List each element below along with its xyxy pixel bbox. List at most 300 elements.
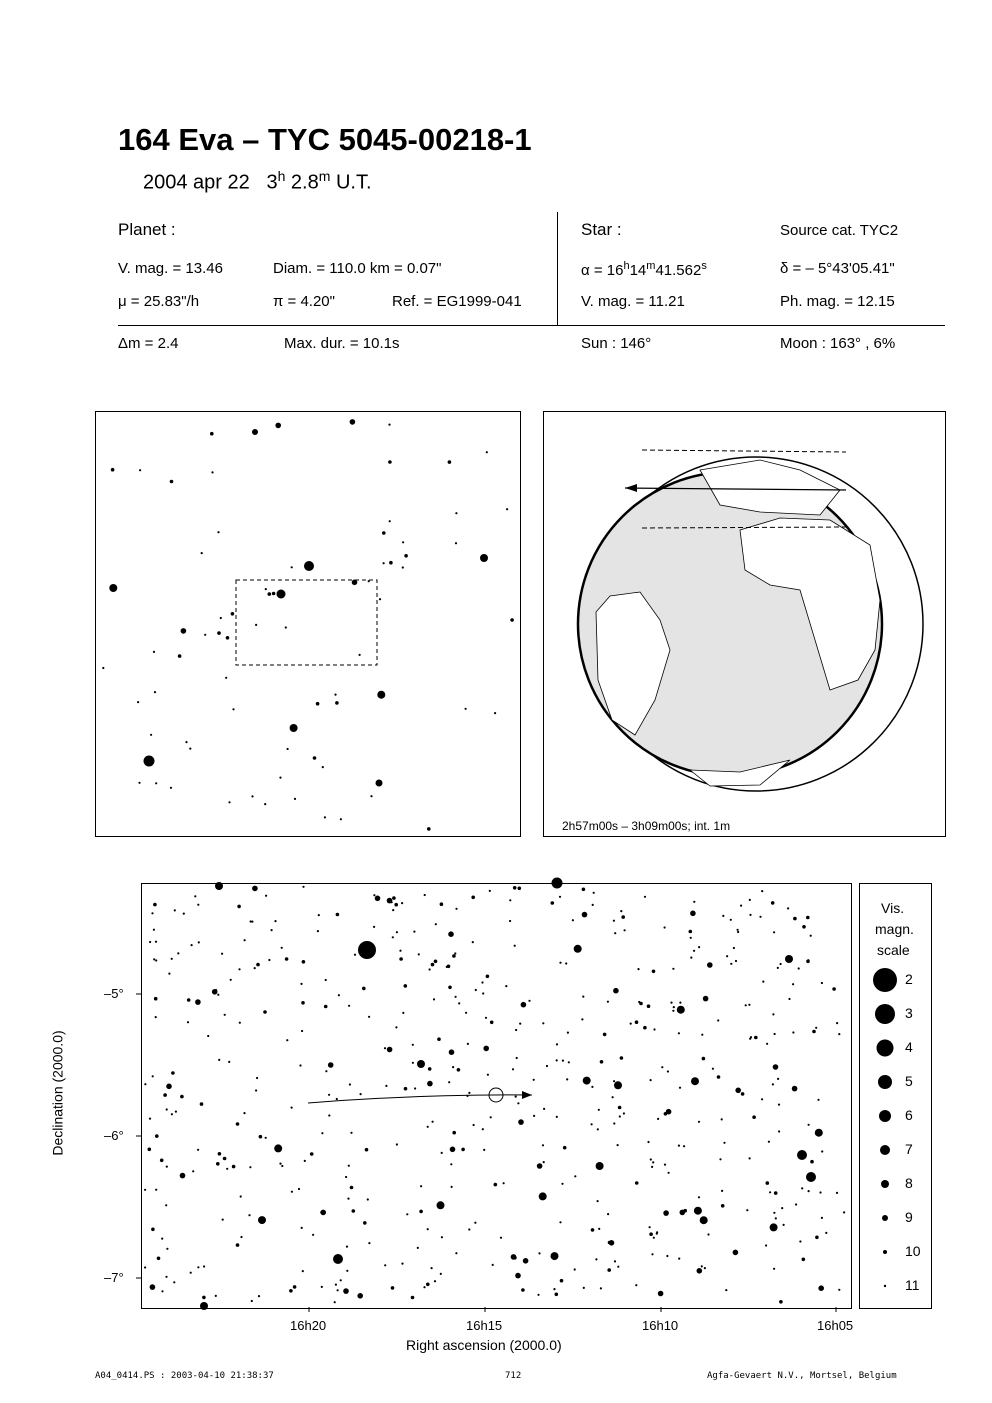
star	[798, 967, 800, 969]
star	[517, 1102, 519, 1104]
axis-ticks	[136, 994, 836, 1312]
star	[821, 1217, 823, 1219]
alpha-m-val: 14	[629, 262, 647, 279]
star	[338, 994, 340, 996]
star	[481, 981, 483, 983]
star	[647, 1004, 651, 1008]
star	[301, 1227, 303, 1229]
star	[191, 944, 193, 946]
star	[426, 1283, 430, 1287]
star	[423, 1286, 425, 1288]
star	[795, 1203, 797, 1205]
star	[518, 1119, 524, 1125]
star	[300, 983, 302, 985]
star	[643, 1026, 647, 1030]
star	[664, 926, 666, 928]
star	[472, 941, 474, 943]
star	[427, 1081, 433, 1087]
star	[178, 654, 182, 658]
star	[505, 985, 507, 987]
moon-elongation: Moon : 163° , 6%	[780, 335, 896, 352]
star	[619, 1115, 621, 1117]
star	[679, 1002, 681, 1004]
star	[448, 986, 452, 990]
star	[420, 1185, 422, 1187]
star	[170, 480, 174, 484]
shadow-limit	[642, 450, 846, 452]
star	[384, 1047, 386, 1049]
star	[651, 1166, 653, 1168]
star	[621, 915, 625, 919]
star	[383, 562, 385, 564]
star	[155, 1016, 157, 1018]
star	[349, 1083, 351, 1085]
star	[163, 1093, 167, 1097]
star	[154, 997, 158, 1001]
star	[772, 1083, 774, 1085]
star	[301, 1001, 305, 1005]
ytick-label: –5°	[104, 986, 124, 1001]
star	[583, 1287, 585, 1289]
star	[555, 1293, 559, 1297]
star	[836, 1022, 838, 1024]
star	[450, 1147, 456, 1153]
star	[600, 1287, 602, 1289]
star	[694, 1207, 702, 1215]
star	[465, 708, 467, 710]
star	[321, 1132, 323, 1134]
star	[365, 1148, 369, 1152]
star	[821, 982, 823, 984]
star	[607, 1213, 609, 1215]
sun-elongation: Sun : 146°	[581, 335, 652, 352]
star	[471, 896, 475, 900]
xtick-label: 16h05	[817, 1318, 854, 1333]
star	[346, 1246, 348, 1248]
bright-star	[376, 780, 383, 787]
star	[413, 931, 415, 933]
star	[537, 1294, 539, 1296]
star	[617, 1144, 619, 1146]
star	[556, 1043, 558, 1045]
star	[825, 1232, 827, 1234]
star	[514, 945, 516, 947]
star	[657, 1118, 659, 1120]
star	[175, 1111, 177, 1113]
star	[537, 1163, 543, 1169]
star	[773, 1268, 775, 1270]
star	[312, 1234, 314, 1236]
star	[185, 741, 187, 743]
star	[613, 1080, 615, 1082]
alpha-s-unit: s	[701, 260, 707, 272]
star	[399, 957, 403, 961]
star	[754, 1036, 758, 1040]
star	[624, 929, 626, 931]
footer-file: A04_0414.PS : 2003-04-10 21:38:37	[95, 1371, 274, 1381]
star	[556, 1059, 558, 1061]
star	[591, 1228, 595, 1232]
star	[272, 592, 276, 596]
star	[389, 561, 393, 565]
star	[566, 1078, 568, 1080]
star	[818, 1285, 824, 1291]
star	[560, 1279, 564, 1283]
star	[302, 1270, 304, 1272]
star	[810, 935, 812, 937]
star	[324, 816, 326, 818]
star	[533, 1079, 535, 1081]
star	[160, 1159, 164, 1163]
star	[455, 1252, 457, 1254]
star	[574, 1175, 576, 1177]
globe	[578, 450, 923, 791]
star	[838, 1289, 840, 1291]
star	[807, 959, 809, 961]
star	[774, 1033, 776, 1035]
star	[553, 1288, 555, 1290]
star	[483, 1149, 485, 1151]
star	[370, 795, 372, 797]
star	[506, 508, 508, 510]
star	[424, 894, 426, 896]
star	[441, 1152, 443, 1154]
star	[236, 1243, 240, 1247]
star	[568, 1061, 570, 1063]
scale-dot	[875, 1004, 895, 1024]
star	[650, 1079, 652, 1081]
star	[613, 988, 619, 994]
scale-label: 4	[905, 1039, 913, 1055]
footer-page: 712	[505, 1371, 522, 1381]
star	[263, 1010, 267, 1014]
star	[310, 1152, 314, 1156]
star	[217, 531, 219, 533]
star	[592, 904, 594, 906]
star	[328, 1062, 334, 1068]
star	[155, 782, 157, 784]
star	[698, 1196, 700, 1198]
star	[404, 1087, 408, 1091]
star	[551, 901, 555, 905]
star	[808, 1190, 810, 1192]
star	[454, 952, 456, 954]
star	[707, 1233, 709, 1235]
star	[461, 1148, 465, 1152]
scale-dot	[884, 1285, 886, 1287]
star	[802, 1258, 806, 1262]
star	[318, 914, 320, 916]
star	[721, 1118, 723, 1120]
star	[259, 1135, 263, 1139]
star	[387, 1047, 393, 1053]
star	[658, 1291, 664, 1297]
star	[455, 542, 457, 544]
star	[166, 1166, 168, 1168]
star	[690, 937, 692, 939]
star	[139, 469, 141, 471]
bright-star	[806, 1172, 816, 1182]
hour: 3	[266, 171, 278, 194]
star	[244, 939, 246, 941]
ytick-label: –7°	[104, 1270, 124, 1285]
star	[325, 1070, 327, 1072]
star	[799, 1240, 801, 1242]
star	[347, 1198, 349, 1200]
star	[778, 1104, 780, 1106]
star	[279, 1163, 281, 1165]
star	[667, 1070, 669, 1072]
star	[765, 1244, 767, 1246]
star	[301, 1030, 303, 1032]
star	[510, 618, 514, 622]
star	[832, 987, 836, 991]
chart-region-outline	[236, 580, 377, 665]
star	[690, 911, 696, 917]
planet-pi: π = 4.20"	[273, 293, 335, 310]
star	[203, 1265, 205, 1267]
star	[843, 1211, 845, 1213]
star	[792, 1086, 798, 1092]
star	[151, 1228, 155, 1232]
star	[770, 1223, 778, 1231]
star	[200, 1102, 204, 1106]
scale-label: 5	[905, 1073, 913, 1089]
star	[455, 996, 457, 998]
star	[111, 468, 115, 472]
star	[652, 1161, 654, 1163]
star	[287, 748, 289, 750]
star	[392, 936, 394, 938]
star	[492, 1264, 494, 1266]
finder-stars	[102, 419, 514, 831]
star	[468, 1092, 470, 1094]
minute: 2.8	[290, 171, 319, 194]
star	[414, 1087, 416, 1089]
star	[539, 1192, 547, 1200]
star	[559, 962, 561, 964]
star	[581, 1018, 583, 1020]
star	[749, 914, 751, 916]
star	[489, 890, 491, 892]
star	[737, 929, 739, 931]
star	[597, 1200, 599, 1202]
star	[268, 959, 270, 961]
star	[221, 953, 223, 955]
star	[350, 419, 356, 425]
bright-star	[252, 429, 258, 435]
star	[468, 1228, 470, 1230]
star	[337, 1289, 339, 1291]
star	[402, 541, 404, 543]
star	[693, 950, 695, 952]
star	[603, 1033, 607, 1037]
star	[248, 1214, 250, 1216]
star	[808, 1124, 810, 1126]
star	[644, 896, 646, 898]
star	[383, 693, 385, 695]
star	[153, 651, 155, 653]
star	[274, 920, 276, 922]
star	[500, 1237, 502, 1239]
star-delta: δ = – 5°43'05.41"	[780, 260, 895, 277]
star	[700, 1216, 708, 1224]
star	[215, 1295, 217, 1297]
hour-unit: h	[277, 168, 286, 184]
star	[171, 1113, 173, 1115]
star	[559, 896, 561, 898]
star	[316, 702, 320, 706]
star	[350, 1186, 354, 1190]
scale-dot	[879, 1110, 891, 1122]
scale-title-3: scale	[877, 942, 910, 958]
star	[250, 920, 252, 922]
star	[238, 968, 240, 970]
star	[683, 1209, 687, 1213]
star	[217, 631, 221, 635]
star	[334, 1301, 336, 1303]
star	[434, 960, 438, 964]
star	[538, 1252, 540, 1254]
star	[392, 896, 396, 900]
star	[359, 654, 361, 656]
star	[666, 1255, 668, 1257]
star	[440, 902, 444, 906]
star	[448, 931, 454, 937]
star	[256, 1077, 258, 1079]
star	[399, 950, 401, 952]
planet-label: Planet :	[118, 220, 176, 239]
star	[431, 963, 435, 967]
star	[373, 894, 375, 896]
star	[265, 1137, 267, 1139]
star	[717, 1075, 721, 1079]
max-duration: Max. dur. = 10.1s	[284, 335, 400, 352]
star	[516, 1057, 518, 1059]
bright-star	[215, 882, 223, 890]
star	[230, 979, 232, 981]
star	[482, 1128, 484, 1130]
star	[596, 1162, 604, 1170]
star	[187, 998, 191, 1002]
star	[302, 886, 304, 888]
star	[419, 1210, 423, 1214]
star	[723, 1142, 725, 1144]
star	[346, 1270, 348, 1272]
star	[255, 624, 257, 626]
star	[721, 1204, 725, 1208]
star	[411, 1296, 415, 1300]
star	[533, 1115, 535, 1117]
star	[792, 1031, 794, 1033]
star	[166, 1108, 168, 1110]
star	[437, 1201, 445, 1209]
star	[593, 892, 595, 894]
star	[635, 1181, 639, 1185]
star	[194, 895, 196, 897]
scale-label: 7	[905, 1141, 913, 1157]
star	[388, 424, 390, 426]
star	[239, 1022, 241, 1024]
star	[340, 1279, 342, 1281]
star	[773, 1064, 779, 1070]
star	[721, 1190, 723, 1192]
star	[360, 1093, 362, 1095]
alpha-h-val: α = 16	[581, 262, 624, 279]
star	[612, 1096, 614, 1098]
star	[779, 1300, 783, 1304]
bright-star	[797, 1150, 807, 1160]
star	[379, 598, 381, 600]
star	[211, 471, 213, 473]
star	[144, 1083, 146, 1085]
star	[218, 1152, 222, 1156]
star	[173, 1281, 175, 1283]
y-axis-label: Declination (2000.0)	[49, 1030, 66, 1156]
star	[328, 1114, 330, 1116]
star	[406, 1213, 408, 1215]
star	[153, 929, 155, 931]
star	[195, 999, 201, 1005]
star	[819, 1191, 821, 1193]
star	[428, 1067, 432, 1071]
star	[717, 1019, 719, 1021]
star	[291, 1191, 293, 1193]
star	[698, 1121, 700, 1123]
star	[161, 1238, 163, 1240]
star	[228, 1061, 230, 1063]
star	[348, 1165, 350, 1167]
star	[661, 1066, 663, 1068]
star	[746, 1209, 748, 1211]
star	[387, 898, 393, 904]
star	[591, 1123, 593, 1125]
star	[678, 1032, 680, 1034]
star	[435, 923, 437, 925]
star	[600, 1060, 604, 1064]
chart-stars	[144, 878, 845, 1311]
star	[275, 423, 281, 429]
star	[607, 1268, 611, 1272]
star	[512, 1068, 514, 1070]
star	[773, 931, 775, 933]
star	[774, 1191, 778, 1195]
star	[210, 432, 214, 436]
star	[187, 1021, 189, 1023]
star	[766, 1181, 770, 1185]
star	[582, 888, 586, 892]
star	[155, 941, 157, 943]
star	[455, 908, 457, 910]
star	[177, 952, 179, 954]
star	[719, 1158, 721, 1160]
star	[336, 1098, 338, 1100]
star	[702, 1057, 706, 1061]
star	[761, 890, 763, 892]
star	[254, 967, 256, 969]
star	[651, 1253, 653, 1255]
star	[153, 903, 157, 907]
star	[663, 1210, 669, 1216]
star	[279, 777, 281, 779]
star	[565, 962, 567, 964]
star	[320, 1210, 326, 1216]
scale-dot	[873, 968, 897, 992]
globe-caption: 2h57m00s – 3h09m00s; int. 1m	[562, 819, 731, 833]
star	[154, 691, 156, 693]
star	[698, 946, 700, 948]
star	[653, 1237, 655, 1239]
